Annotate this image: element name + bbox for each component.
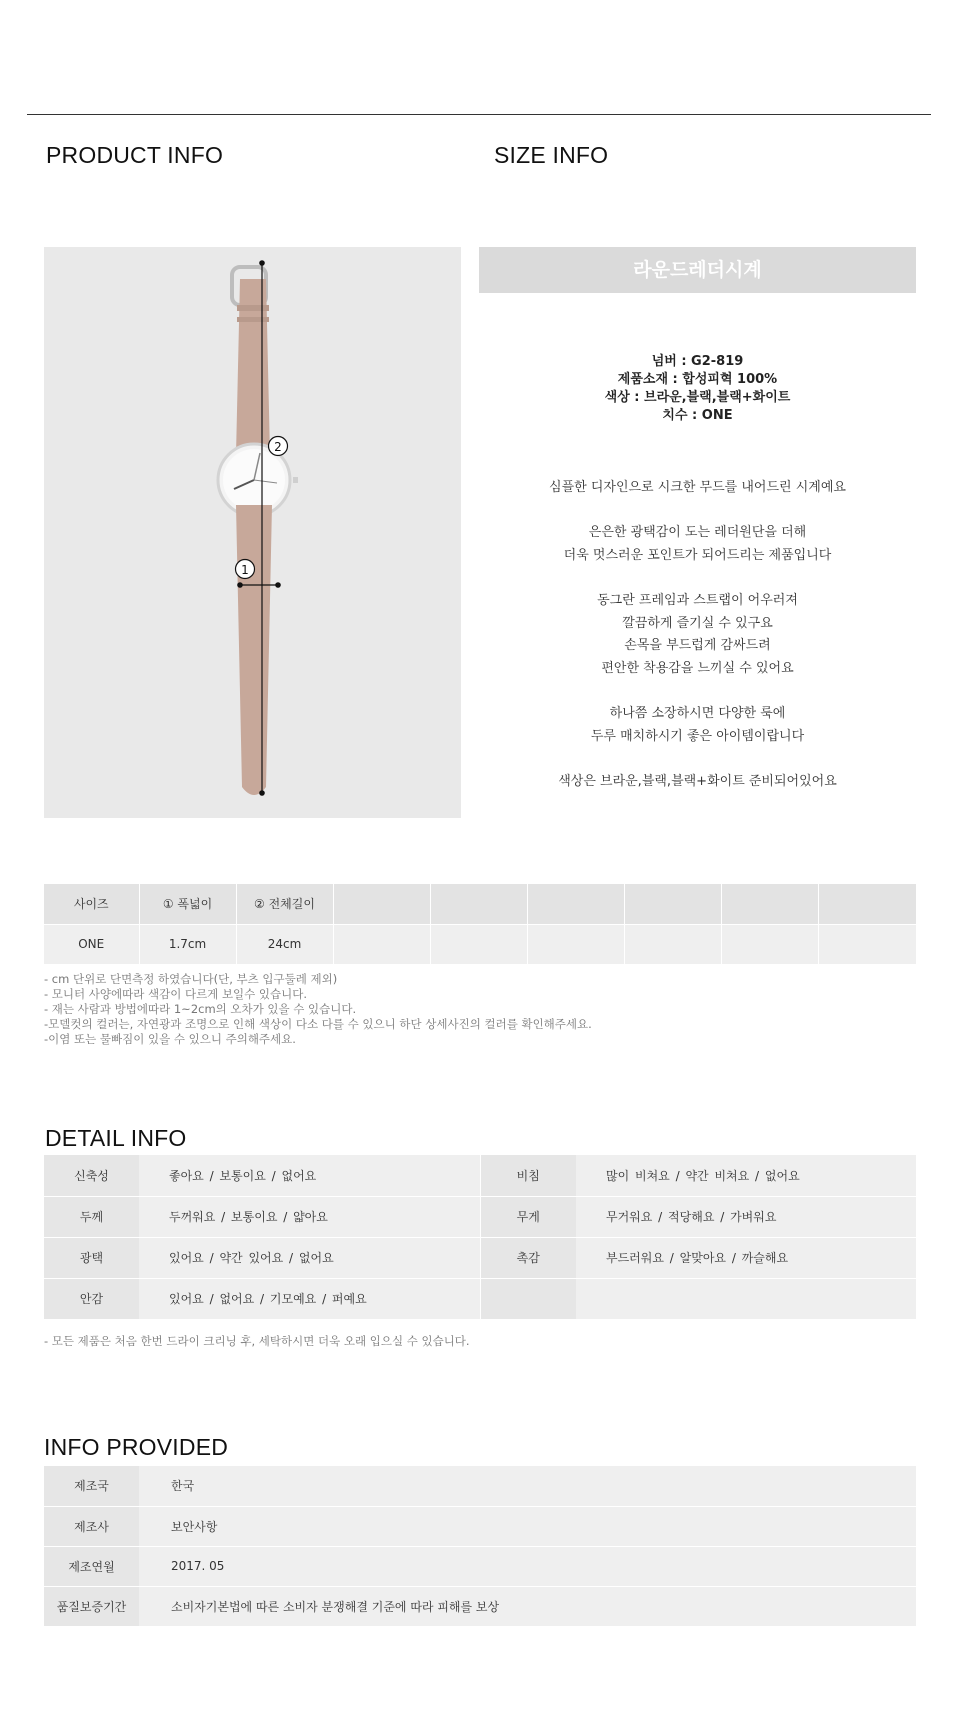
desc-line: 하나쯤 소장하시면 다양한 룩에 [609, 705, 786, 721]
detail-key: 무게 [480, 1196, 576, 1237]
spec-color: 색상 : 브라운,블랙,블랙+화이트 [604, 390, 791, 405]
size-header-cell [624, 884, 721, 924]
info-value: 소비자기본법에 따른 소비자 분쟁해결 기준에 따라 피해를 보상 [139, 1586, 916, 1626]
detail-value: 많이 비쳐요 / 약간 비쳐요 / 없어요 [576, 1155, 916, 1196]
detail-row [44, 1155, 916, 1196]
size-table-header [44, 884, 916, 924]
detail-value: 있어요 / 약간 있어요 / 없어요 [139, 1237, 480, 1278]
size-notes [44, 972, 592, 1047]
desc-line: 색상은 브라운,블랙,블랙+화이트 준비되어있어요 [558, 773, 837, 789]
product-info-title: PRODUCT INFO [46, 142, 224, 168]
detail-key: 광택 [44, 1237, 139, 1278]
desc-gap [479, 748, 916, 771]
info-value: 보안사항 [139, 1506, 916, 1546]
desc-gap [479, 680, 916, 703]
desc-line: 더욱 멋스러운 포인트가 되어드리는 제품입니다 [563, 547, 832, 563]
info-key: 제조국 [44, 1466, 139, 1506]
info-table [44, 1466, 916, 1627]
size-note-line: -모델컷의 컬러는, 자연광과 조명으로 인해 색상이 다소 다를 수 있으니 하단 상세사진의 컬러를 확인해주세요. [44, 1017, 592, 1031]
detail-row [44, 1237, 916, 1278]
size-header-cell: ① 폭넓이 [139, 884, 236, 924]
size-cell [527, 924, 624, 964]
marker-1: 1 [241, 563, 249, 577]
spec-material: 제품소재 : 합성피혁 100% [617, 372, 778, 387]
size-cell [333, 924, 430, 964]
top-divider [27, 114, 931, 115]
size-cell [624, 924, 721, 964]
product-spec [479, 353, 916, 425]
size-header-cell [430, 884, 527, 924]
desc-line: 심플한 디자인으로 시크한 무드를 내어드린 시계예요 [549, 480, 846, 495]
info-provided-title: INFO PROVIDED [44, 1434, 229, 1460]
detail-key: 비침 [480, 1155, 576, 1196]
info-value: 2017. 05 [139, 1546, 916, 1586]
spec-number: 넘버 : G2-819 [651, 354, 744, 369]
spec-size: 치수 : ONE [662, 408, 733, 423]
size-note-line: - 모니터 사양에따라 색감이 다르게 보일수 있습니다. [44, 987, 308, 1001]
size-cell [721, 924, 818, 964]
detail-info-title: DETAIL INFO [45, 1125, 187, 1151]
info-row [44, 1586, 916, 1626]
size-cell: 24cm [236, 924, 333, 964]
size-info-title: SIZE INFO [494, 142, 609, 168]
desc-line: 동그란 프레임과 스트랩이 어우러져 [597, 592, 798, 608]
detail-value [576, 1278, 916, 1319]
detail-value: 있어요 / 없어요 / 기모예요 / 퍼예요 [139, 1278, 480, 1319]
info-key: 제조사 [44, 1506, 139, 1546]
detail-key: 촉감 [480, 1237, 576, 1278]
size-cell: ONE [44, 924, 139, 964]
detail-value: 부드러워요 / 알맞아요 / 까슬해요 [576, 1237, 916, 1278]
size-table [44, 884, 917, 965]
size-header-cell: ② 전체길이 [236, 884, 333, 924]
desc-line: 은은한 광택감이 도는 레더원단을 더해 [588, 525, 807, 541]
size-cell [818, 924, 916, 964]
size-header-cell [333, 884, 430, 924]
info-row [44, 1546, 916, 1586]
detail-value: 좋아요 / 보통이요 / 없어요 [139, 1155, 480, 1196]
product-name-bar: 라운드레더시계 [479, 247, 916, 293]
desc-gap [479, 567, 916, 590]
size-cell [430, 924, 527, 964]
size-cell: 1.7cm [139, 924, 236, 964]
desc-gap [479, 500, 916, 523]
size-note-line: - cm 단위로 단면측정 하였습니다(단, 부츠 입구둘레 제외) [44, 972, 338, 986]
detail-table [44, 1155, 916, 1320]
detail-row [44, 1196, 916, 1237]
info-key: 품질보증기간 [44, 1586, 139, 1626]
desc-line: 두루 매치하시기 좋은 아이템이랍니다 [590, 728, 805, 744]
detail-key [480, 1278, 576, 1319]
size-header-cell: 사이즈 [44, 884, 139, 924]
detail-key: 신축성 [44, 1155, 139, 1196]
size-header-cell [721, 884, 818, 924]
marker-2: 2 [274, 440, 282, 454]
size-header-cell [527, 884, 624, 924]
detail-value: 두꺼워요 / 보통이요 / 얇아요 [139, 1196, 480, 1237]
desc-line: 깔끔하게 즐기실 수 있구요 [622, 615, 773, 631]
size-table-row [44, 924, 916, 964]
info-row [44, 1506, 916, 1546]
product-description [479, 477, 916, 793]
product-photo [44, 247, 461, 818]
detail-key: 안감 [44, 1278, 139, 1319]
size-note-line: - 재는 사람과 방법에따라 1~2cm의 오차가 있을 수 있습니다. [44, 1002, 357, 1016]
info-key: 제조연월 [44, 1546, 139, 1586]
watch-illustration [44, 247, 461, 818]
info-value: 한국 [139, 1466, 916, 1506]
detail-note: - 모든 제품은 처음 한번 드라이 크리닝 후, 세탁하시면 더욱 오래 입으실 수 있습니다. [44, 1334, 470, 1348]
info-row [44, 1466, 916, 1506]
size-note-line: -이염 또는 물빠짐이 있을 수 있으니 주의해주세요. [44, 1032, 296, 1046]
detail-row [44, 1278, 916, 1319]
size-header-cell [818, 884, 916, 924]
desc-line: 편안한 착용감을 느끼실 수 있어요 [601, 660, 794, 676]
desc-line: 손목을 부드럽게 감싸드려 [624, 638, 771, 654]
detail-key: 두께 [44, 1196, 139, 1237]
detail-value: 무거워요 / 적당해요 / 가벼워요 [576, 1196, 916, 1237]
